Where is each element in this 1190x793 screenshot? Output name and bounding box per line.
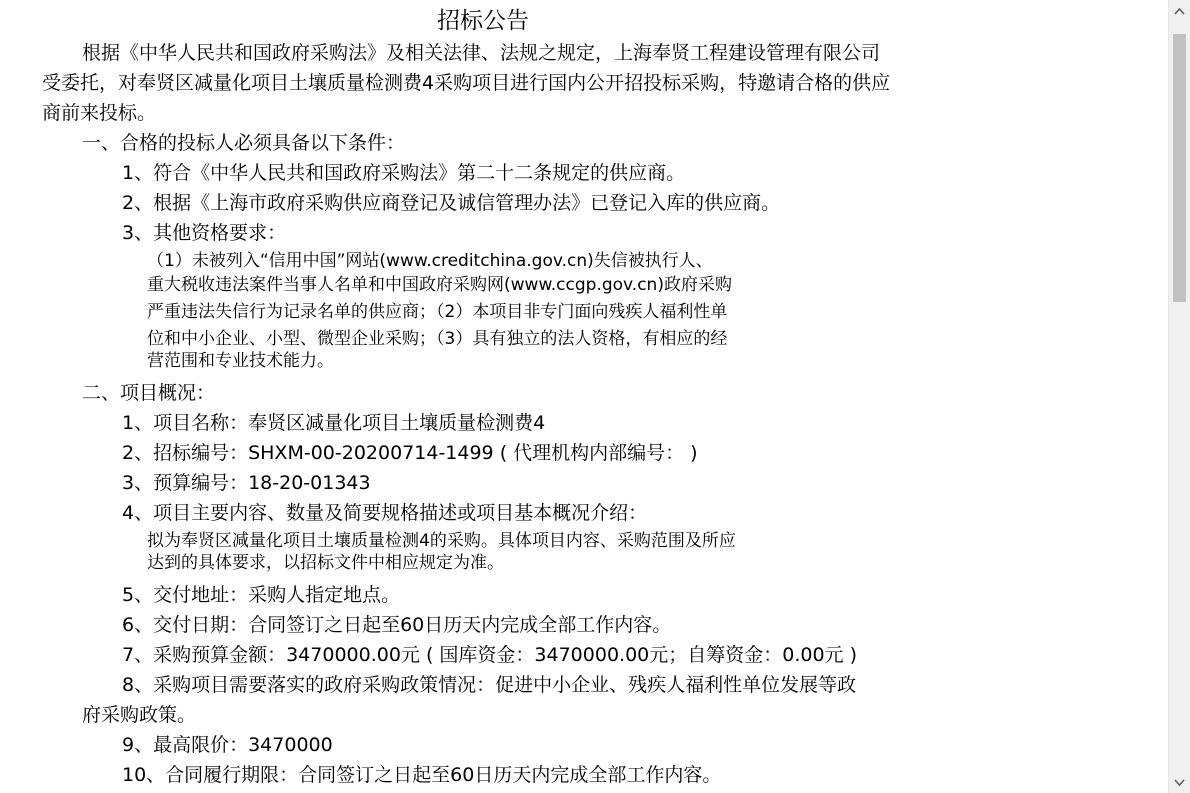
intro-line-2: 受委托，对奉贤区减量化项目土壤质量检测费4采购项目进行国内公开招投标采购，特邀请合格的供应 bbox=[42, 72, 891, 94]
scrollbar-thumb[interactable] bbox=[1173, 34, 1186, 302]
qualification-detail-line-3: 严重违法失信行为记录名单的供应商；（2）本项目非专门面向残疾人福利性单 bbox=[147, 302, 728, 322]
overview-item-7: 7、采购预算金额：3470000.00元 ( 国库资金：3470000.00元；自筹资金：0.00元 ) bbox=[122, 644, 858, 666]
overview-item-4: 4、项目主要内容、数量及简要规格描述或项目基本概况介绍： bbox=[122, 502, 648, 524]
qualification-item-3: 3、其他资格要求： bbox=[122, 222, 287, 244]
overview-item-2: 2、招标编号：SHXM-00-20200714-1499 ( 代理机构内部编号： ) bbox=[122, 442, 698, 464]
qualification-item-2: 2、根据《上海市政府采购供应商登记及诚信管理办法》已登记入库的供应商。 bbox=[122, 192, 781, 214]
overview-item-1: 1、项目名称：奉贤区减量化项目土壤质量检测费4 bbox=[122, 412, 546, 434]
overview-item-10: 10、合同履行期限：合同签订之日起至60日历天内完成全部工作内容。 bbox=[122, 764, 722, 786]
overview-item-5: 5、交付地址：采购人指定地点。 bbox=[122, 584, 401, 606]
overview-item-6: 6、交付日期：合同签订之日起至60日历天内完成全部工作内容。 bbox=[122, 614, 672, 636]
vertical-scrollbar[interactable] bbox=[1168, 0, 1190, 793]
overview-item-8-continued: 府采购政策。 bbox=[82, 704, 197, 726]
qualification-detail-line-4: 位和中小企业、小型、微型企业采购；（3）具有独立的法人资格，有相应的经 bbox=[147, 329, 728, 349]
intro-line-1: 根据《中华人民共和国政府采购法》及相关法律、法规之规定，上海奉贤工程建设管理有限公司 bbox=[82, 42, 881, 64]
section-heading-qualifications: 一、合格的投标人必须具备以下条件： bbox=[82, 132, 406, 154]
overview-item-4-detail-2: 达到的具体要求，以招标文件中相应规定为准。 bbox=[147, 553, 504, 573]
chevron-down-icon[interactable] bbox=[1169, 772, 1190, 793]
intro-line-3: 商前来投标。 bbox=[42, 102, 157, 124]
overview-item-8: 8、采购项目需要落实的政府采购政策情况：促进中小企业、残疾人福利性单位发展等政 bbox=[122, 674, 857, 696]
overview-item-4-detail-1: 拟为奉贤区减量化项目土壤质量检测4的采购。具体项目内容、采购范围及所应 bbox=[147, 531, 736, 551]
page-title: 招标公告 bbox=[437, 8, 529, 34]
qualification-item-1: 1、符合《中华人民共和国政府采购法》第二十二条规定的供应商。 bbox=[122, 162, 686, 184]
qualification-detail-line-2: 重大税收违法案件当事人名单和中国政府采购网(www.ccgp.gov.cn)政府采购 bbox=[147, 275, 732, 295]
overview-item-9: 9、最高限价：3470000 bbox=[122, 734, 333, 756]
overview-item-3: 3、预算编号：18-20-01343 bbox=[122, 472, 371, 494]
chevron-up-icon[interactable] bbox=[1169, 0, 1190, 21]
section-heading-overview: 二、项目概况： bbox=[82, 382, 216, 404]
qualification-detail-line-1: （1）未被列入“信用中国”网站(www.creditchina.gov.cn)失信被执行人、 bbox=[147, 251, 713, 271]
qualification-detail-line-5: 营范围和专业技术能力。 bbox=[147, 351, 334, 371]
